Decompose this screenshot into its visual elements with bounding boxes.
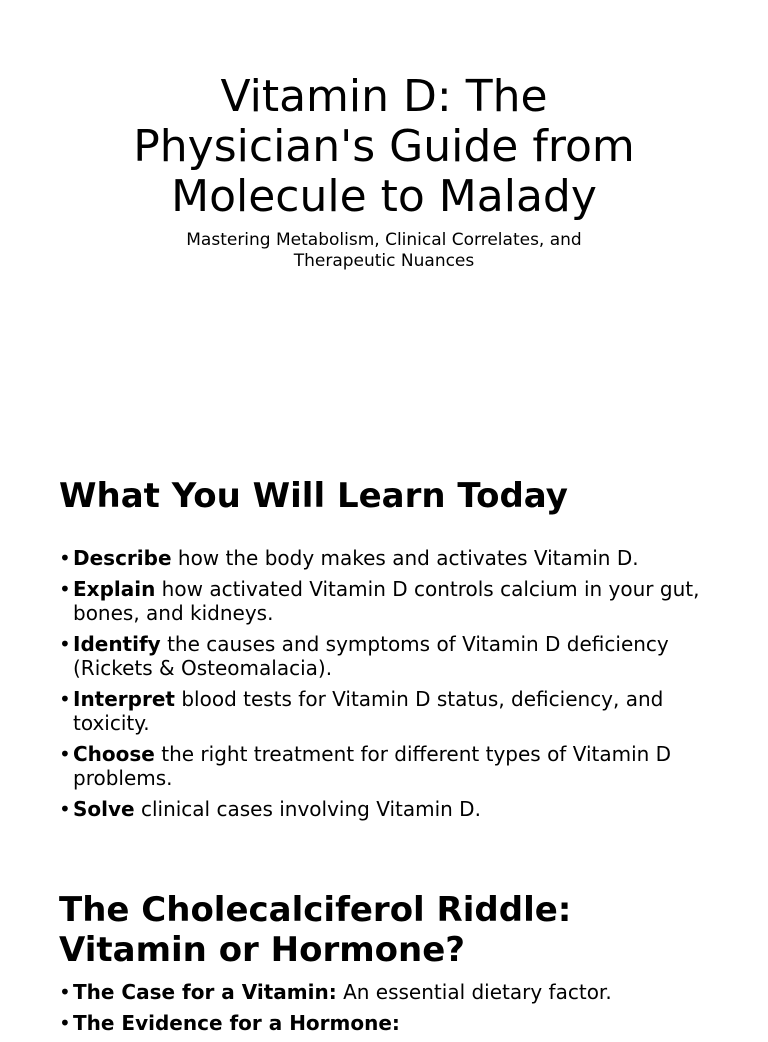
item-text: how activated Vitamin D controls calcium in your gut, bones, and kidneys. — [73, 577, 700, 625]
item-keyword: Explain — [73, 577, 156, 601]
item-keyword: Interpret — [73, 687, 175, 711]
bullet-icon: • — [59, 742, 71, 766]
list-item — [59, 742, 719, 790]
title-slide — [0, 72, 768, 272]
section-heading: What You Will Learn Today — [59, 476, 568, 516]
item-text: the causes and symptoms of Vitamin D deficiency (Rickets & Osteomalacia). — [73, 632, 669, 680]
list-item — [59, 1011, 719, 1035]
riddle-list — [59, 980, 719, 1035]
item-text: the right treatment for different types of Vitamin D problems. — [73, 742, 672, 790]
page-title: Vitamin D: The Physician's Guide from Molecule to Malady — [133, 71, 635, 222]
bullet-icon: • — [59, 797, 71, 821]
list-item — [59, 577, 719, 625]
item-keyword: Solve — [73, 797, 135, 821]
bullet-icon: • — [59, 687, 71, 711]
learning-objectives-section — [59, 476, 719, 828]
bullet-icon: • — [59, 577, 71, 601]
riddle-section — [59, 890, 719, 1042]
list-item — [59, 980, 719, 1004]
page-subtitle: Mastering Metabolism, Clinical Correlates, and Therapeutic Nuances — [186, 230, 582, 271]
item-keyword: The Case for a Vitamin: — [73, 980, 337, 1004]
bullet-icon: • — [59, 632, 71, 656]
objectives-list — [59, 546, 719, 821]
bullet-icon: • — [59, 1011, 71, 1035]
list-item — [59, 546, 719, 570]
item-keyword: Describe — [73, 546, 172, 570]
item-keyword: The Evidence for a Hormone: — [73, 1011, 400, 1035]
list-item — [59, 797, 719, 821]
item-text: how the body makes and activates Vitamin D. — [171, 546, 639, 570]
item-text: An essential dietary factor. — [336, 980, 612, 1004]
bullet-icon: • — [59, 546, 71, 570]
bullet-icon: • — [59, 980, 71, 1004]
item-keyword: Choose — [73, 742, 155, 766]
item-keyword: Identify — [73, 632, 161, 656]
list-item — [59, 632, 719, 680]
item-text: blood tests for Vitamin D status, deficiency, and toxicity. — [73, 687, 664, 735]
list-item — [59, 687, 719, 735]
item-text: clinical cases involving Vitamin D. — [134, 797, 481, 821]
section-heading: The Cholecalciferol Riddle: Vitamin or Hormone? — [59, 890, 572, 970]
